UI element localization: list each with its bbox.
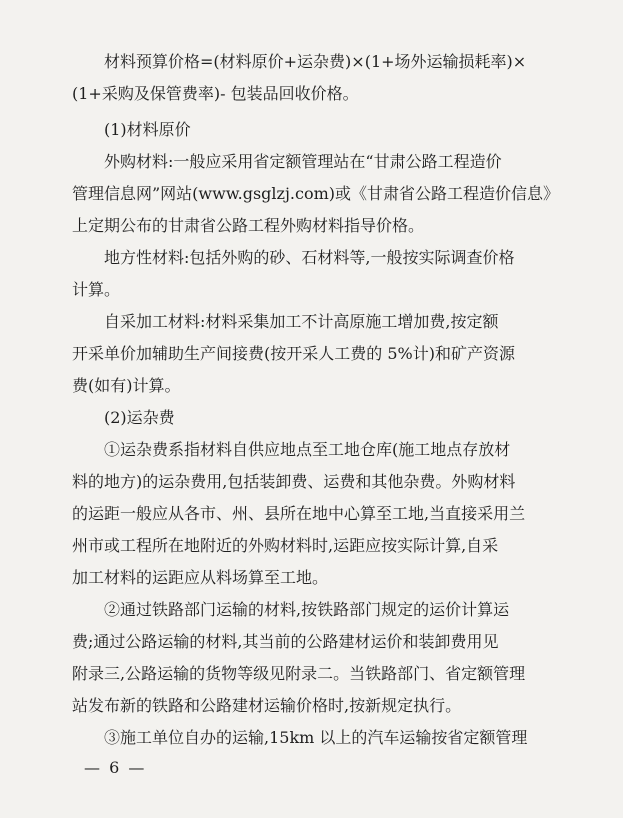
- freight-item-1-paragraph: [72, 434, 568, 594]
- text-line: ③施工单位自办的运输,15km 以上的汽车运输按省定额管理: [104, 728, 528, 747]
- text-line: 料的地方)的运杂费用,包括装卸费、运费和其他杂费。外购材料: [72, 472, 516, 491]
- page-number: — 6 —: [84, 758, 147, 777]
- text-line: 计算。: [72, 280, 121, 299]
- freight-item-3-paragraph: [72, 722, 568, 754]
- text-line: 附录三,公路运输的货物等级见附录二。当铁路部门、省定额管理: [72, 664, 526, 683]
- text-line: (1+采购及保管费率)- 包装品回收价格。: [72, 84, 359, 103]
- text-line: 材料预算价格=(材料原价+运杂费)×(1+场外运输损耗率)×: [104, 52, 527, 71]
- freight-item-2-paragraph: [72, 594, 568, 722]
- text-line: ②通过铁路部门运输的材料,按铁路部门规定的运价计算运: [104, 600, 510, 619]
- text-line: 的运距一般应从各市、州、县所在地中心算至工地,当直接采用兰: [72, 504, 526, 523]
- text-line: 管理信息网”网站(www.gsglzj.com)或《甘肃省公路工程造价信息》: [72, 184, 559, 203]
- text-line: 州市或工程所在地附近的外购材料时,运距应按实际计算,自采: [72, 536, 499, 555]
- text-line: 加工材料的运距应从料场算至工地。: [72, 568, 329, 587]
- text-line: 开采单价加辅助生产间接费(按开采人工费的 5%计)和矿产资源: [72, 344, 515, 363]
- local-material-paragraph: [72, 242, 568, 306]
- purchased-material-paragraph: [72, 146, 568, 242]
- text-line: 自采加工材料:材料采集加工不计高原施工增加费,按定额: [104, 312, 499, 331]
- text-line: 费(如有)计算。: [72, 376, 181, 395]
- text-line: 费;通过公路运输的材料,其当前的公路建材运价和装卸费用见: [72, 632, 499, 651]
- text-line: (2)运杂费: [104, 408, 175, 427]
- self-processed-material-paragraph: [72, 306, 568, 402]
- text-line: (1)材料原价: [104, 120, 191, 139]
- text-line: 外购材料:一般应采用省定额管理站在“甘肃公路工程造价: [104, 152, 502, 171]
- text-line: 站发布新的铁路和公路建材运输价格时,按新规定执行。: [72, 696, 462, 715]
- text-line: 上定期公布的甘肃省公路工程外购材料指导价格。: [72, 216, 425, 235]
- text-line: 地方性材料:包括外购的砂、石材料等,一般按实际调查价格: [104, 248, 515, 267]
- section-heading-material-price: [72, 114, 568, 146]
- section-heading-freight: [72, 402, 568, 434]
- text-line: ①运杂费系指材料自供应地点至工地仓库(施工地点存放材: [104, 440, 511, 459]
- formula-paragraph: [72, 46, 568, 110]
